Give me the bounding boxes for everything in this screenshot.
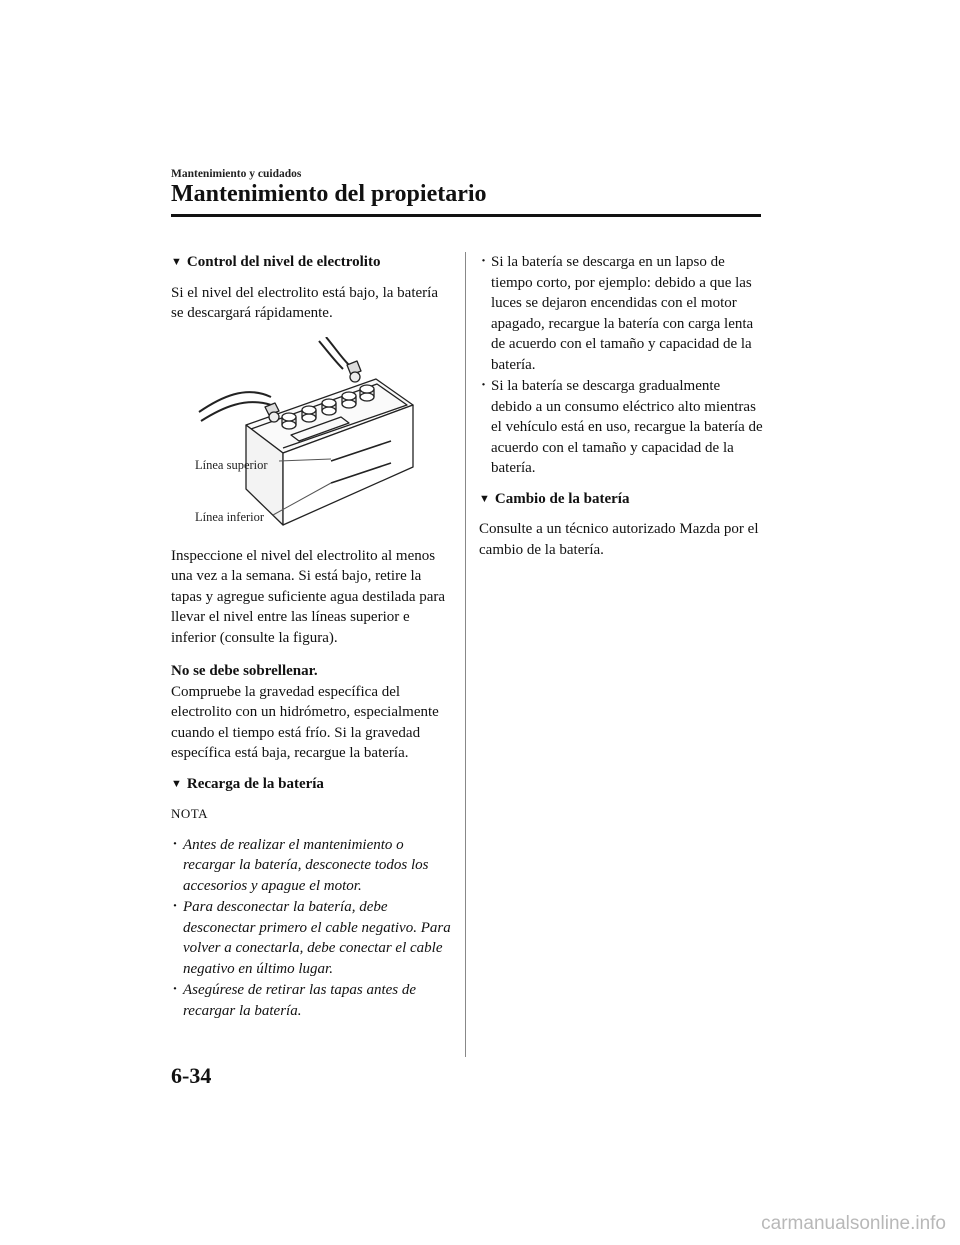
triangle-down-icon: ▼ bbox=[171, 777, 182, 790]
heading-battery-replacement-text: Cambio de la batería bbox=[494, 490, 630, 507]
heading-electrolyte-check-text: Control del nivel de electrolito bbox=[186, 254, 381, 270]
recharge-item: · Si la batería se descarga gradualmente debido a un consumo eléctrico alto mientras el vehículo está en uso, recargue la batería de acuerdo con el tamaño y capacidad de la batería. bbox=[479, 376, 764, 479]
heading-battery-recharge-text: Recarga de la batería bbox=[186, 775, 324, 792]
recharge-list bbox=[479, 252, 764, 479]
battery-illustration bbox=[191, 337, 451, 532]
note-item: · Para desconectar la batería, debe desconectar primero el cable negativo. Para volver a conectarla, debe conectar el cable negativo en último lugar. bbox=[171, 897, 451, 979]
heading-electrolyte-check bbox=[171, 252, 451, 274]
battery-figure bbox=[191, 337, 451, 532]
paragraph-inspection: Inspeccione el nivel del electrolito al menos una vez a la semana. Si está bajo, retire la tapas y agregue suficiente agua destilada para llevar el nivel entre las líneas superior e inferior (consulte la figura). bbox=[171, 547, 446, 646]
heading-battery-recharge bbox=[171, 774, 451, 796]
warning-no-overfill: No se debe sobrellenar. bbox=[171, 663, 318, 679]
watermark: carmanualsonline.info bbox=[761, 1213, 946, 1234]
label-upper-line: Línea superior bbox=[195, 457, 268, 472]
page-number: 6-34 bbox=[171, 1063, 212, 1088]
triangle-down-icon: ▼ bbox=[479, 492, 490, 505]
triangle-down-icon: ▼ bbox=[171, 256, 182, 268]
label-lower-line: Línea inferior bbox=[195, 509, 265, 524]
note-title: NOTA bbox=[171, 806, 209, 821]
paragraph-electrolyte-intro: Si el nivel del electrolito está bajo, la batería se descargará rápidamente. bbox=[171, 284, 438, 321]
paragraph-specific-gravity-text: Compruebe la gravedad específica del electrolito con un hidrómetro, especialmente cuando el tiempo está frío. Si la gravedad específica está baja, recargue la batería. bbox=[171, 683, 439, 761]
recharge-item: · Si la batería se descarga en un lapso de tiempo corto, por ejemplo: debido a que las luces se dejaron encendidas con el motor apagado, recargue la batería con carga lenta de acuerdo con el tamaño y capacidad de la batería. bbox=[479, 252, 764, 375]
heading-battery-replacement bbox=[479, 489, 764, 511]
column-divider bbox=[465, 252, 466, 1057]
note-list bbox=[171, 835, 451, 1022]
paragraph-replacement: Consulte a un técnico autorizado Mazda por el cambio de la batería. bbox=[479, 521, 759, 558]
note-item: · Antes de realizar el mantenimiento o recargar la batería, desconecte todos los accesorios y apague el motor. bbox=[171, 835, 451, 897]
title-rule bbox=[171, 214, 761, 217]
paragraph-specific-gravity bbox=[171, 661, 451, 764]
right-column bbox=[479, 252, 764, 573]
note-item: · Asegúrese de retirar las tapas antes de recargar la batería. bbox=[171, 980, 451, 1021]
section-kicker: Mantenimiento y cuidados bbox=[171, 168, 302, 180]
left-column bbox=[171, 252, 451, 1022]
page-title: Mantenimiento del propietario bbox=[171, 181, 487, 207]
